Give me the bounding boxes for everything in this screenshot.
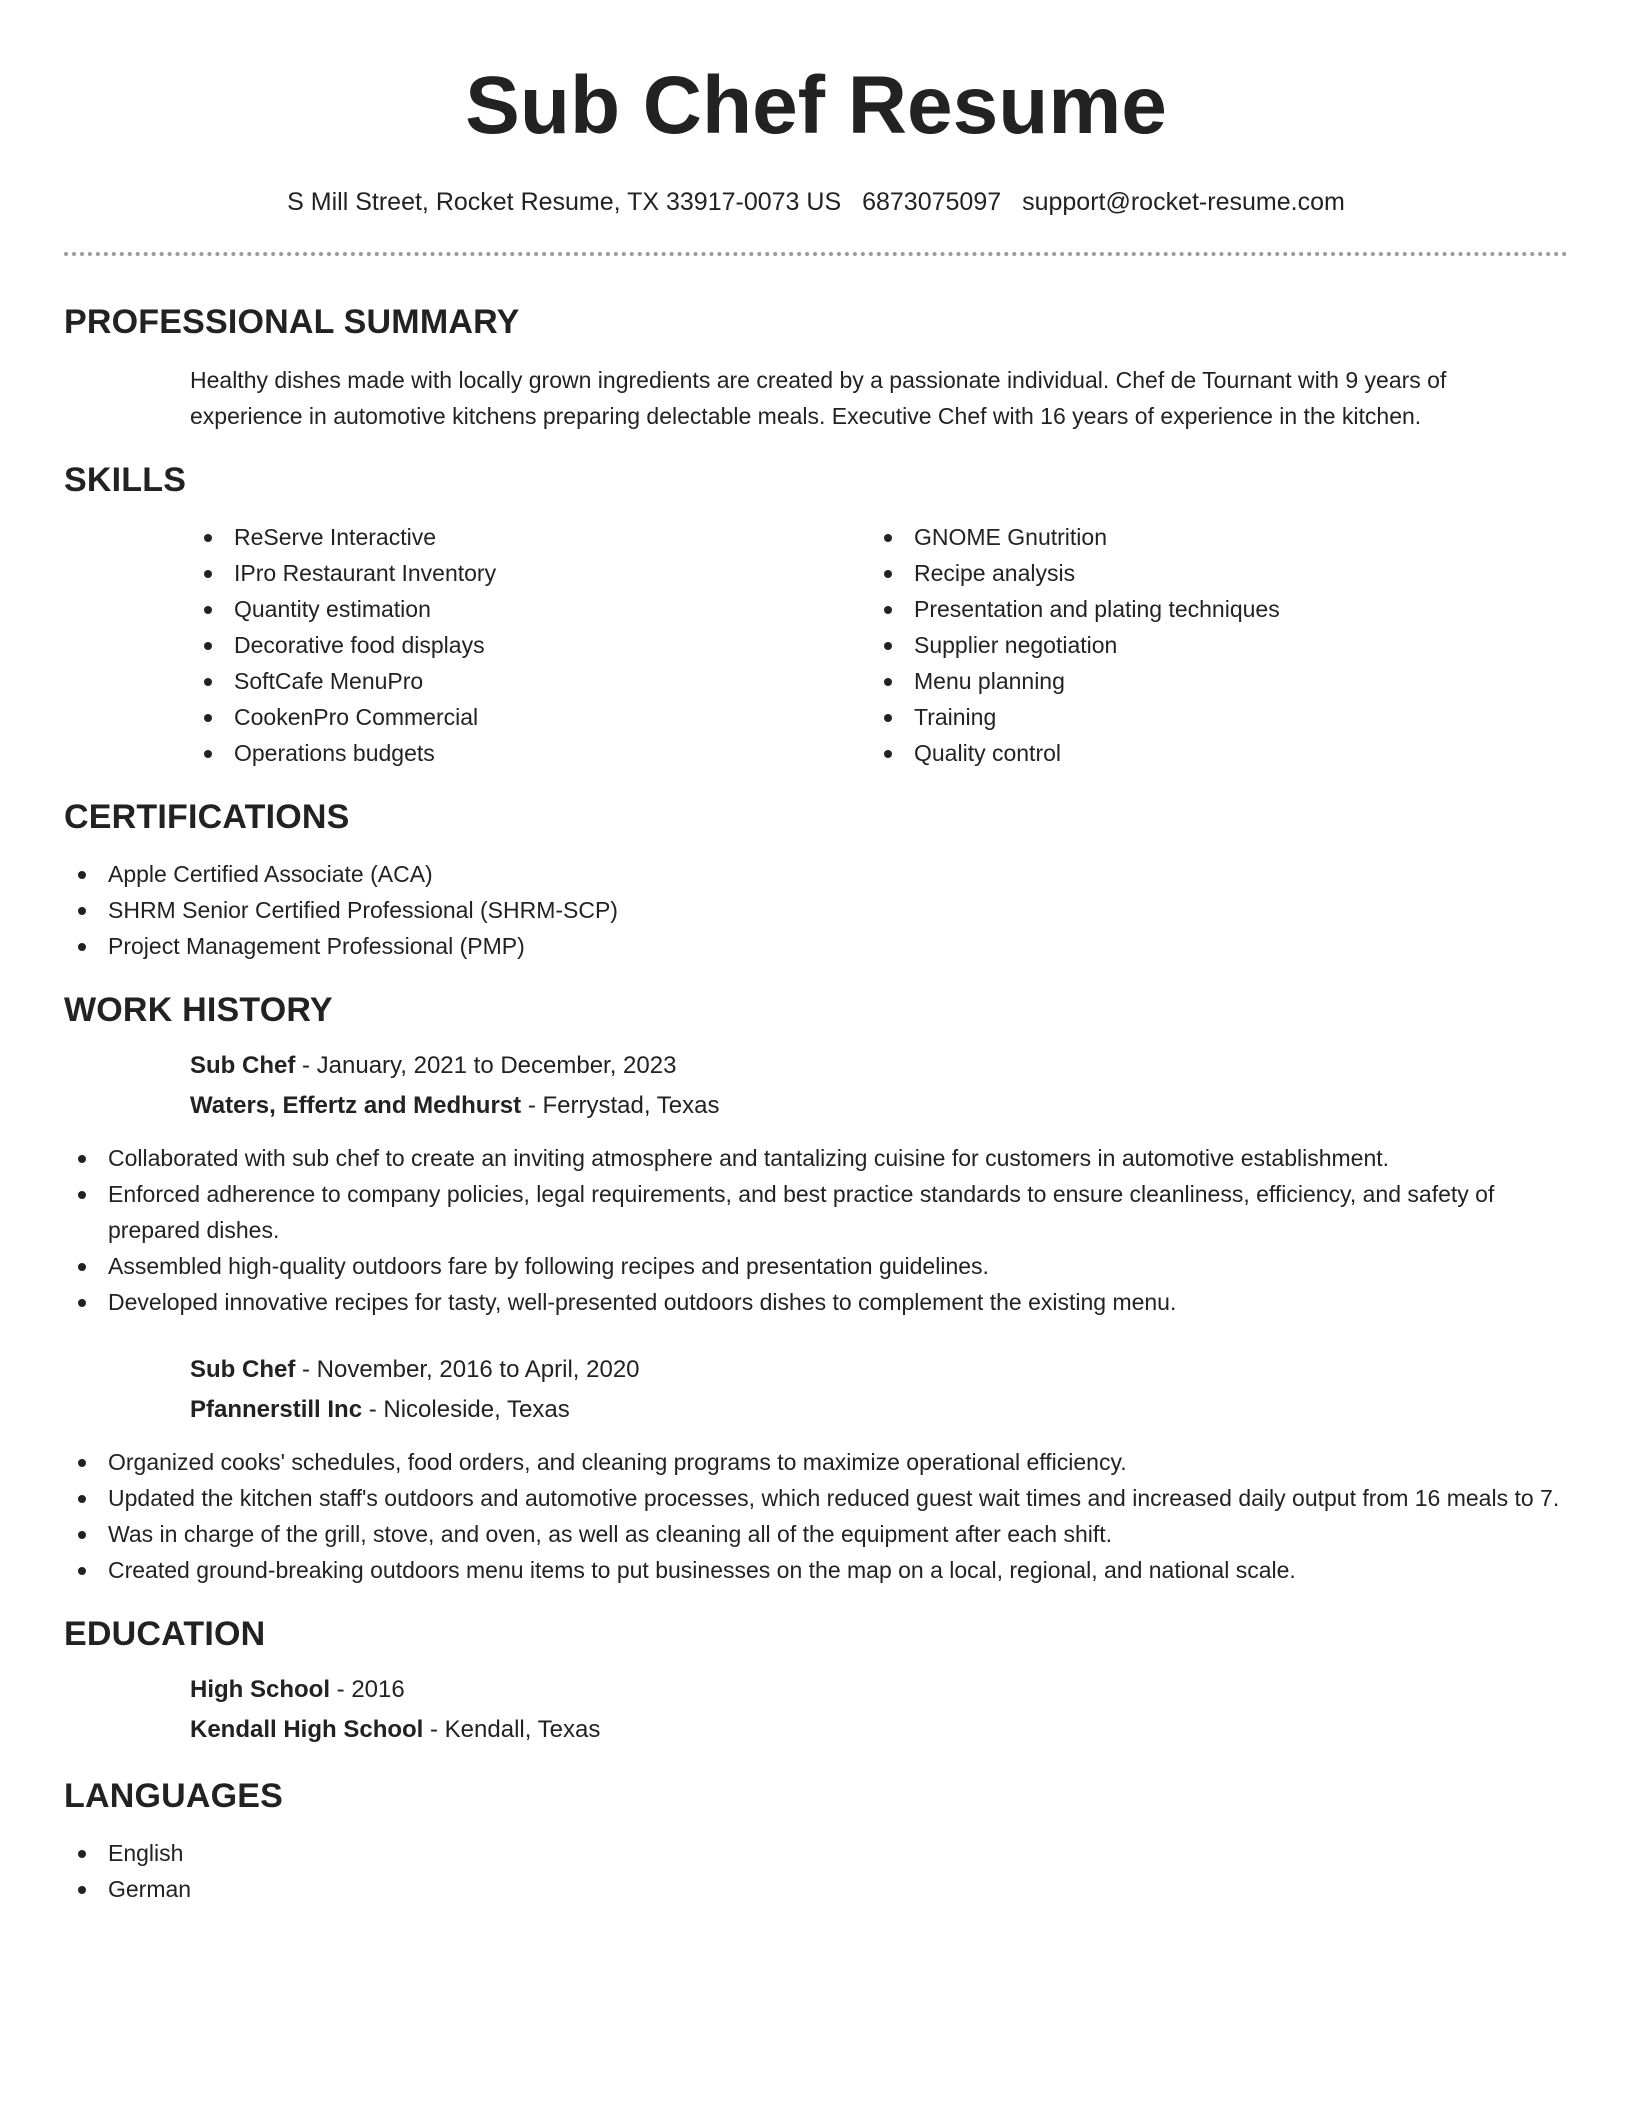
work-heading: WORK HISTORY	[64, 991, 333, 1029]
resume-title: Sub Chef Resume	[465, 60, 1167, 151]
skill-item: Menu planning	[870, 663, 1550, 699]
job-bullet: Developed innovative recipes for tasty, well-presented outdoors dishes to complement the existing menu.	[64, 1284, 1568, 1320]
job-company-line	[190, 1086, 1568, 1126]
skill-item: Quantity estimation	[190, 591, 870, 627]
certification-item: SHRM Senior Certified Professional (SHRM-SCP)	[64, 892, 1568, 928]
job-company-line	[190, 1390, 1568, 1430]
skill-item: Decorative food displays	[190, 627, 870, 663]
education-heading: EDUCATION	[64, 1615, 266, 1653]
skill-item: Quality control	[870, 735, 1550, 771]
skill-item: CookenPro Commercial	[190, 699, 870, 735]
skill-item: Presentation and plating techniques	[870, 591, 1550, 627]
skill-item: Training	[870, 699, 1550, 735]
skills-list-right	[870, 519, 1550, 771]
skill-item: Recipe analysis	[870, 555, 1550, 591]
skill-item: ReServe Interactive	[190, 519, 870, 555]
work-section	[64, 988, 1568, 1588]
job-dates: - November, 2016 to April, 2020	[295, 1356, 640, 1383]
education-location: - Kendall, Texas	[423, 1716, 601, 1743]
summary-text: Healthy dishes made with locally grown ingredients are created by a passionate individual. Chef de Tournant with 9 years of experience in automotive kitchens preparing delectable meals. Executive Chef with 16 years of experience in the kitchen.	[190, 367, 1447, 429]
job-entry	[190, 1046, 1568, 1126]
skill-item: Operations budgets	[190, 735, 870, 771]
job-title-line	[190, 1046, 1568, 1086]
skill-item: Supplier negotiation	[870, 627, 1550, 663]
job-title-line	[190, 1350, 1568, 1390]
certification-item: Project Management Professional (PMP)	[64, 928, 1568, 964]
education-section	[64, 1612, 1568, 1750]
job-bullet: Organized cooks' schedules, food orders, and cleaning programs to maximize operational efficiency.	[64, 1444, 1568, 1480]
job-bullet: Was in charge of the grill, stove, and oven, as well as cleaning all of the equipment after each shift.	[64, 1516, 1568, 1552]
job-bullet: Assembled high-quality outdoors fare by following recipes and presentation guidelines.	[64, 1248, 1568, 1284]
skill-item: SoftCafe MenuPro	[190, 663, 870, 699]
certifications-list	[64, 856, 1568, 964]
certification-item: Apple Certified Associate (ACA)	[64, 856, 1568, 892]
skills-section	[64, 458, 1568, 771]
education-school-line	[190, 1710, 1568, 1750]
education-year: - 2016	[330, 1676, 405, 1703]
job-location: - Ferrystad, Texas	[521, 1092, 720, 1119]
job-dates: - January, 2021 to December, 2023	[295, 1052, 677, 1079]
certifications-heading: CERTIFICATIONS	[64, 798, 350, 836]
education-degree: High School	[190, 1676, 330, 1703]
job-bullet: Created ground-breaking outdoors menu items to put businesses on the map on a local, regional, and national scale.	[64, 1552, 1568, 1588]
language-item: German	[64, 1871, 1568, 1907]
languages-heading: LANGUAGES	[64, 1777, 284, 1815]
job-bullet: Collaborated with sub chef to create an inviting atmosphere and tantalizing cuisine for customers in automotive establishment.	[64, 1140, 1568, 1176]
languages-list	[64, 1835, 1568, 1907]
job-location: - Nicoleside, Texas	[362, 1396, 570, 1423]
contact-line	[64, 186, 1568, 218]
contact-address: S Mill Street, Rocket Resume, TX 33917-0073 US	[287, 188, 842, 216]
job-bullets	[64, 1444, 1568, 1588]
language-item: English	[64, 1835, 1568, 1871]
languages-section	[64, 1774, 1568, 1907]
certifications-section	[64, 795, 1568, 964]
job-title: Sub Chef	[190, 1052, 296, 1079]
job-bullet: Updated the kitchen staff's outdoors and automotive processes, which reduced guest wait times and increased daily output from 16 meals to 7.	[64, 1480, 1568, 1516]
education-entry	[190, 1670, 1568, 1750]
job-company: Pfannerstill Inc	[190, 1396, 363, 1423]
contact-email: support@rocket-resume.com	[1022, 188, 1345, 216]
contact-phone: 6873075097	[862, 188, 1002, 216]
resume-page	[64, 0, 1568, 1907]
education-degree-line	[190, 1670, 1568, 1710]
summary-heading: PROFESSIONAL SUMMARY	[64, 303, 520, 341]
job-company: Waters, Effertz and Medhurst	[190, 1092, 522, 1119]
skill-item: IPro Restaurant Inventory	[190, 555, 870, 591]
skills-list-left	[190, 519, 870, 771]
skill-item: GNOME Gnutrition	[870, 519, 1550, 555]
summary-section	[64, 300, 1568, 434]
header-divider	[64, 252, 1568, 256]
education-school: Kendall High School	[190, 1716, 424, 1743]
job-bullet: Enforced adherence to company policies, legal requirements, and best practice standards to ensure cleanliness, efficiency, and safety of prepared dishes.	[64, 1176, 1568, 1248]
skills-grid	[190, 519, 1568, 771]
job-title: Sub Chef	[190, 1356, 296, 1383]
skills-heading: SKILLS	[64, 461, 187, 499]
job-entry	[190, 1350, 1568, 1430]
job-bullets	[64, 1140, 1568, 1320]
